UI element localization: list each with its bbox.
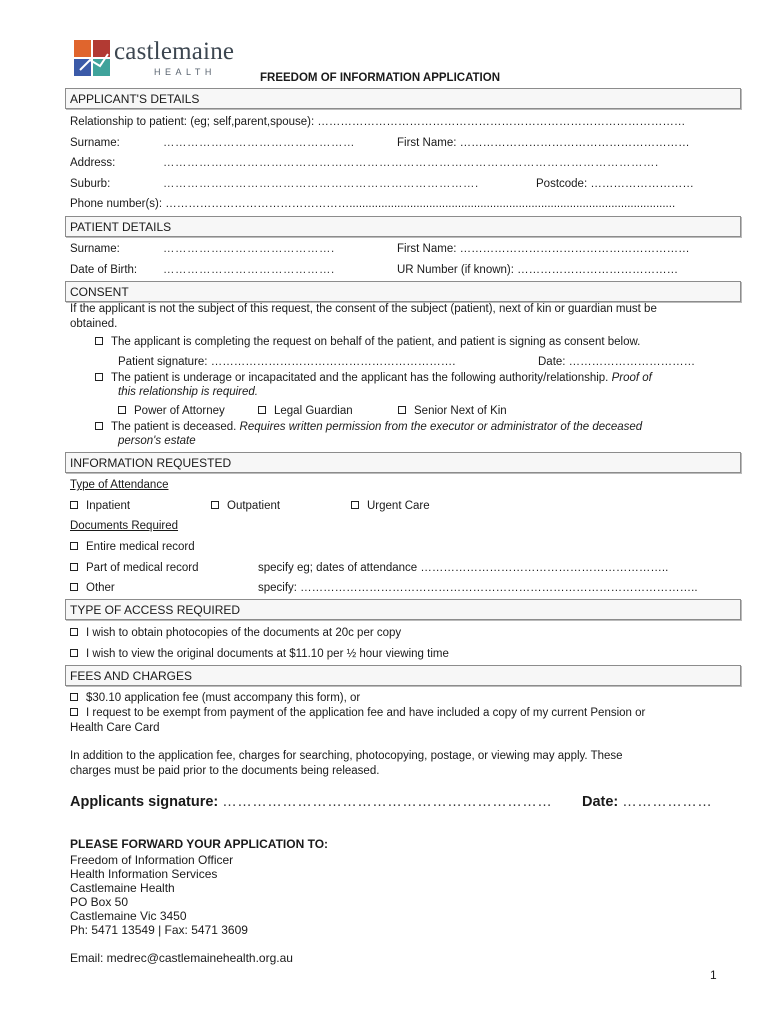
consent-option-authority-checkbox[interactable]	[95, 373, 103, 381]
applicant-signature-field[interactable]	[70, 794, 552, 810]
application-fee-checkbox[interactable]	[70, 693, 78, 701]
consent-option-applicant[interactable]	[95, 336, 640, 348]
photocopies-option[interactable]	[70, 627, 401, 639]
consent-option-deceased-note-a: Requires written permission from the executor or administrator of the deceased	[239, 421, 643, 433]
address-line: PO Box 50	[70, 895, 129, 909]
senior-next-of-kin-label: Senior Next of Kin	[414, 405, 507, 417]
consent-option-deceased-label: The patient is deceased.	[111, 421, 237, 433]
urgent-care-option[interactable]	[351, 500, 430, 512]
other-specify-field[interactable]: specify: …………………………………………………………………………………………..	[258, 582, 698, 594]
applicant-date-field[interactable]	[582, 794, 712, 810]
entire-record-label: Entire medical record	[86, 541, 195, 553]
urgent-care-label: Urgent Care	[367, 500, 430, 512]
outpatient-checkbox[interactable]	[211, 501, 219, 509]
fee-exempt-option[interactable]	[70, 707, 645, 719]
fee-exempt-label: I request to be exempt from payment of the application fee and have included a copy of my current Pension or	[86, 707, 646, 719]
urgent-care-checkbox[interactable]	[351, 501, 359, 509]
fees-note-line2: charges must be paid prior to the documents being released.	[70, 765, 380, 777]
applicant-signature-line[interactable]: …………………………………………………………	[222, 794, 553, 810]
address-field[interactable]: …………………………………………………………………………………………………………….	[163, 157, 659, 169]
logo-mark-icon	[74, 40, 110, 76]
phone-field[interactable]: Phone number(s): …………………………………………......................................................................................................	[70, 198, 676, 210]
page-number: 1	[710, 968, 717, 982]
fee-exempt-label-line2: Health Care Card	[70, 722, 160, 734]
legal-guardian-label: Legal Guardian	[274, 405, 353, 417]
outpatient-option[interactable]	[211, 500, 280, 512]
logo-subtitle: HEALTH	[154, 67, 216, 77]
other-option[interactable]	[70, 582, 115, 594]
power-of-attorney-option[interactable]	[118, 405, 225, 417]
application-fee-label: $30.10 application fee (must accompany this form), or	[86, 692, 361, 704]
view-original-option[interactable]	[70, 648, 449, 660]
patient-signature-date-field[interactable]: Date: ……………………………	[538, 356, 696, 368]
fee-exempt-checkbox[interactable]	[70, 708, 78, 716]
senior-next-of-kin-checkbox[interactable]	[398, 406, 406, 414]
part-record-specify-field[interactable]: specify eg; dates of attendance ………………………………………………………..	[258, 562, 669, 574]
applicant-date-label: Date:	[582, 794, 619, 810]
consent-intro-line2: obtained.	[70, 318, 118, 330]
consent-option-authority-note-b: this relationship is required.	[118, 386, 258, 398]
relationship-field[interactable]: Relationship to patient: (eg; self,parent,spouse): ……………………………………………………………………………………	[70, 116, 686, 128]
applicant-surname-label: Surname:	[70, 137, 120, 149]
inpatient-option[interactable]	[70, 500, 130, 512]
patient-signature-field[interactable]: Patient signature: ……………………………………………………….	[118, 356, 456, 368]
view-original-checkbox[interactable]	[70, 649, 78, 657]
patient-first-name-field[interactable]: First Name: ……………………………………………………	[397, 243, 690, 255]
information-requested-header: INFORMATION REQUESTED	[65, 452, 741, 473]
legal-guardian-checkbox[interactable]	[258, 406, 266, 414]
address-line: Castlemaine Health	[70, 881, 175, 895]
senior-next-of-kin-option[interactable]	[398, 405, 507, 417]
consent-option-deceased-checkbox[interactable]	[95, 422, 103, 430]
forward-heading: PLEASE FORWARD YOUR APPLICATION TO:	[70, 837, 329, 851]
access-required-header: TYPE OF ACCESS REQUIRED	[65, 599, 741, 620]
dob-field[interactable]: …………………………………….	[163, 264, 335, 276]
consent-option-deceased[interactable]	[95, 421, 642, 433]
inpatient-checkbox[interactable]	[70, 501, 78, 509]
entire-record-option[interactable]	[70, 541, 195, 553]
suburb-field[interactable]: …………………………………………………………………….	[163, 178, 479, 190]
dob-label: Date of Birth:	[70, 264, 138, 276]
outpatient-label: Outpatient	[227, 500, 281, 512]
part-record-checkbox[interactable]	[70, 563, 78, 571]
part-record-label: Part of medical record	[86, 562, 199, 574]
power-of-attorney-checkbox[interactable]	[118, 406, 126, 414]
entire-record-checkbox[interactable]	[70, 542, 78, 550]
patient-surname-field[interactable]: …………………………………….	[163, 243, 335, 255]
address-line: Freedom of Information Officer	[70, 853, 234, 867]
address-label: Address:	[70, 157, 116, 169]
photocopies-label: I wish to obtain photocopies of the documents at 20c per copy	[86, 627, 402, 639]
consent-option-deceased-note-b: person's estate	[118, 435, 196, 447]
view-original-label: I wish to view the original documents at $11.10 per ½ hour viewing time	[86, 648, 449, 660]
power-of-attorney-label: Power of Attorney	[134, 405, 225, 417]
part-record-option[interactable]	[70, 562, 199, 574]
documents-required-label: Documents Required	[70, 520, 179, 532]
consent-option-authority[interactable]	[95, 372, 652, 384]
photocopies-checkbox[interactable]	[70, 628, 78, 636]
inpatient-label: Inpatient	[86, 500, 131, 512]
email-address[interactable]: Email: medrec@castlemainehealth.org.au	[70, 951, 293, 965]
patient-details-header: PATIENT DETAILS	[65, 216, 741, 237]
applicant-surname-field[interactable]: …………………………………………	[163, 137, 355, 149]
consent-option-applicant-label: The applicant is completing the request on behalf of the patient, and patient is signing as consent below.	[111, 336, 641, 348]
ur-number-field[interactable]: UR Number (if known): ……………………………………	[397, 264, 679, 276]
form-title: FREEDOM OF INFORMATION APPLICATION	[260, 72, 500, 84]
application-fee-option[interactable]	[70, 692, 360, 704]
fees-note-line1: In addition to the application fee, charges for searching, photocopying, postage, or viewing may apply. These	[70, 750, 623, 762]
fees-charges-header: FEES AND CHARGES	[65, 665, 741, 686]
suburb-label: Suburb:	[70, 178, 111, 190]
patient-surname-label: Surname:	[70, 243, 120, 255]
address-line: Castlemaine Vic 3450	[70, 909, 187, 923]
consent-header: CONSENT	[65, 281, 741, 302]
applicant-first-name-field[interactable]: First Name: ……………………………………………………	[397, 137, 690, 149]
address-line: Ph: 5471 13549 | Fax: 5471 3609	[70, 923, 248, 937]
applicant-details-header: APPLICANT'S DETAILS	[65, 88, 741, 109]
postcode-field[interactable]: Postcode: ………………………	[536, 178, 694, 190]
consent-option-authority-label: The patient is underage or incapacitated and the applicant has the following authority/relationship.	[111, 372, 609, 384]
consent-intro-line1: If the applicant is not the subject of this request, the consent of the subject (patient), next of kin or guardian must be	[70, 303, 657, 315]
applicant-date-line[interactable]: ………………	[622, 794, 713, 810]
logo-name: castlemaine	[114, 38, 235, 65]
castlemaine-health-logo	[74, 40, 264, 80]
other-checkbox[interactable]	[70, 583, 78, 591]
other-label: Other	[86, 582, 115, 594]
consent-option-authority-note-a: Proof of	[611, 372, 652, 384]
legal-guardian-option[interactable]	[258, 405, 353, 417]
type-of-attendance-label: Type of Attendance	[70, 479, 169, 491]
consent-option-applicant-checkbox[interactable]	[95, 337, 103, 345]
applicant-signature-label: Applicants signature:	[70, 794, 219, 810]
address-line: Health Information Services	[70, 867, 218, 881]
